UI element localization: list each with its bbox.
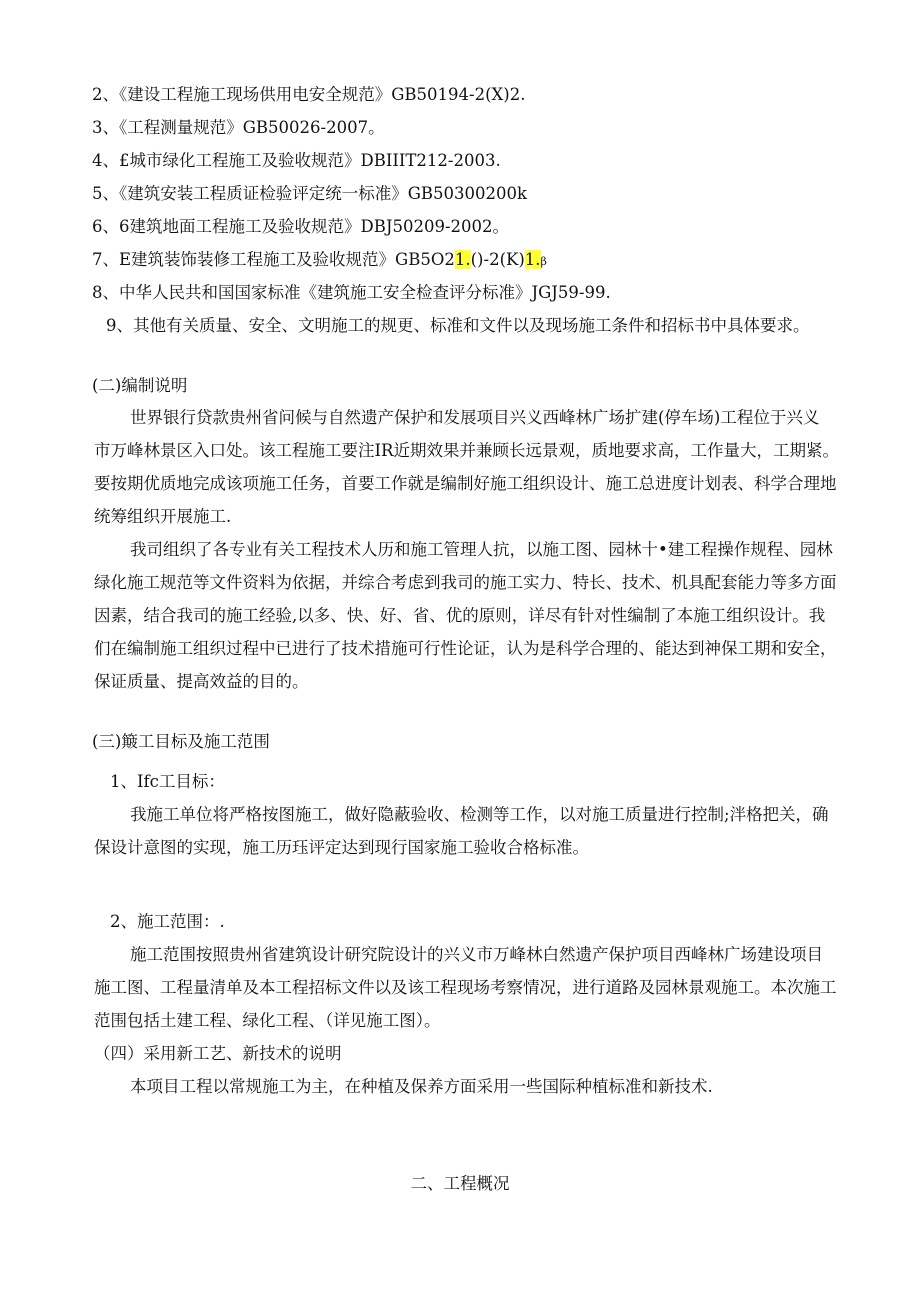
standard-item-9: 9、其他有关质量、安全、文明施工的规更、标准和文件以及现场施工条件和招标书中具体要求。 xyxy=(106,316,810,335)
paragraph-line: 施工图、工程量清单及本工程招标文件以及该工程现场考察情况，进行道路及园林景观施工。本次施工 xyxy=(94,978,837,997)
standard-item-7-text: 7、E建筑装饰装修工程施工及验收规范》GB5O2 xyxy=(92,250,455,269)
paragraph-line: 我施工单位将严格按图施工，做好隐蔽验收、检测等工作，以对施工质量进行控制;泮格把关，确 xyxy=(130,805,829,824)
paragraph-line: 保设计意图的实现，施工历珏评定达到现行国家施工验收合格标准。 xyxy=(94,838,589,857)
standard-item-3: 3、《工程测量规范》GB50026-2007。 xyxy=(92,118,385,137)
paragraph-line: 统筹组织开展施工. xyxy=(94,507,232,526)
section-heading-4: （四）采用新工艺、新技术的说明 xyxy=(94,1044,342,1063)
standard-item-2: 2、《建设工程施工现场供用电安全规范》GB50194-2(X)2. xyxy=(92,85,526,104)
paragraph-line: 绿化施工规范等文件资料为依据，并综合考虑到我司的施工实力、特长、技术、机具配套能力等多方面 xyxy=(94,573,837,592)
paragraph-line: 本项目工程以常规施工为主，在种植及保养方面采用一些国际种植标准和新技术. xyxy=(130,1077,713,1096)
paragraph-line: 因素，结合我司的施工经验,以多、快、好、省、优的原则，详尽有针对性编制了本施工组织设计。我 xyxy=(94,606,826,625)
standard-item-4: 4、£城市绿化工程施工及验收规范》DBIIIT212-2003. xyxy=(92,151,501,170)
standard-item-8: 8、中华人民共和国国家标准《建筑施工安全检查评分标准》JGJ59-99. xyxy=(92,283,611,302)
paragraph-line: 要按期优质地完成该项施工任务，首要工作就是编制好施工组织设计、施工总进度计划表、科学合理地 xyxy=(94,474,837,493)
subsection-title-2: 2、施工范围：. xyxy=(110,912,225,931)
paragraph-line: 范围包括土建工程、绿化工程、（详见施工图）。 xyxy=(94,1011,441,1030)
highlight-mark: 1. xyxy=(454,250,471,269)
paragraph-line: 世界银行贷款贵州省问候与自然遗产保护和发展项目兴义西峰林广场扩建(停车场)工程位于兴义 xyxy=(130,408,820,427)
standard-item-7-mid: ()-2(K) xyxy=(470,250,525,269)
section-heading-3: (三)簸工目标及施工范围 xyxy=(92,732,270,751)
chapter-title: 二、工程概况 xyxy=(410,1174,510,1193)
paragraph-line: 我司组织了各专业有关工程技术人历和施工管理人抗，以施工图、园林十•建工程操作规程、园林 xyxy=(130,540,833,559)
standard-item-6: 6、6建筑地面工程施工及验收规范》DBJ50209-2002。 xyxy=(92,217,510,236)
section-heading-2: (二)编制说明 xyxy=(92,376,188,395)
standard-item-7-tail: β xyxy=(540,255,547,268)
standard-item-5: 5、《建筑安装工程质证检验评定统一标准》GB50300200k xyxy=(92,184,528,203)
paragraph-line: 施工范围按照贵州省建筑设计研究院设计的兴义市万峰林白然遗产保护项目西峰林广场建设项目 xyxy=(130,945,823,964)
subsection-title-1: 1、Ifc工目标： xyxy=(110,772,225,791)
paragraph-line: 保证质量、提高效益的目的。 xyxy=(94,672,309,691)
paragraph-line: 市万峰林景区入口处。该工程施工要注IR近期效果并兼顾长远景观，质地要求高，工作量大，工期紧。 xyxy=(94,441,839,460)
highlight-mark: 1. xyxy=(524,250,541,269)
paragraph-line: 们在编制施工组织过程中已进行了技术措施可行性论证，认为是科学合理的、能达到神保工期和安全， xyxy=(94,639,837,658)
standard-item-7 xyxy=(92,249,547,273)
